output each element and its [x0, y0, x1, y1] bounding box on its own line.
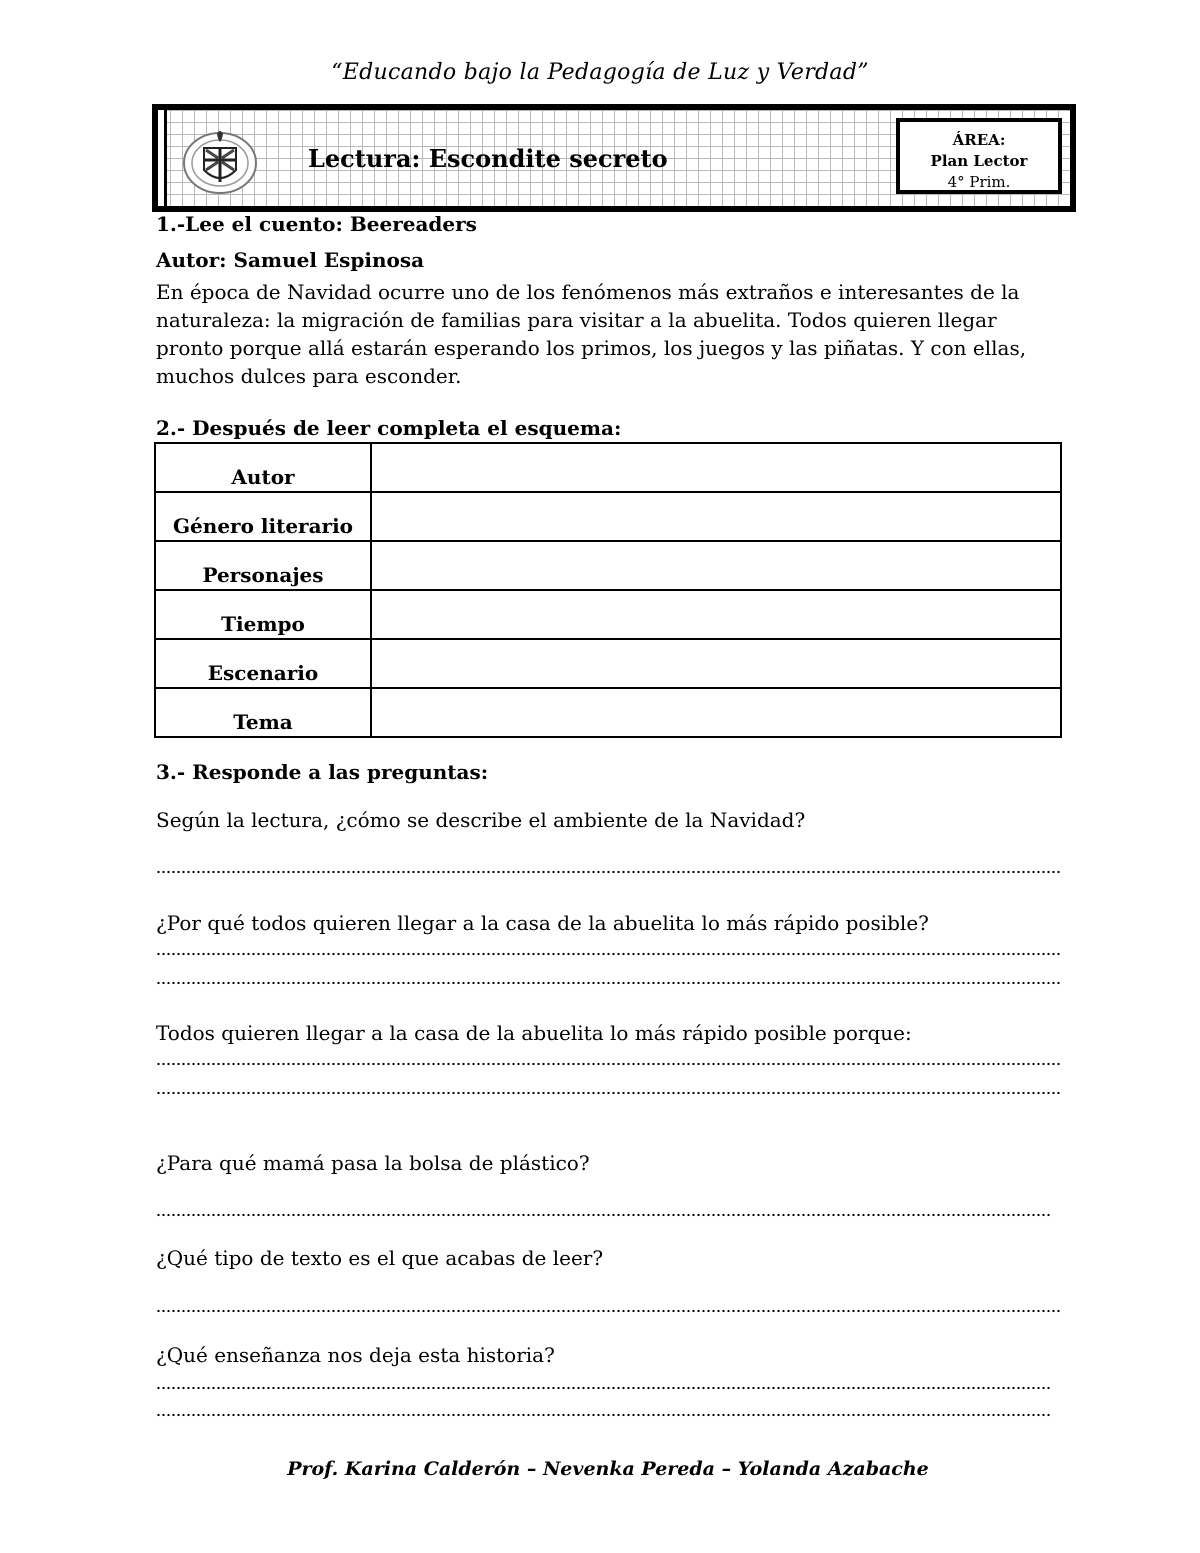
answer-line-3b[interactable] [156, 1091, 1062, 1095]
answer-cell[interactable] [371, 443, 1061, 492]
answer-cell[interactable] [371, 590, 1061, 639]
section-reading [156, 212, 1062, 390]
answer-cell[interactable] [371, 492, 1061, 541]
answer-line-4[interactable] [156, 1213, 1050, 1217]
row-label: Escenario [155, 639, 371, 688]
answer-line-1[interactable] [156, 870, 1062, 874]
row-label: Tema [155, 688, 371, 737]
answer-line-5[interactable] [156, 1309, 1062, 1313]
worksheet-header [152, 104, 1076, 212]
row-label: Autor [155, 443, 371, 492]
table-row [155, 443, 1061, 492]
question-5: ¿Qué tipo de texto es el que acabas de leer? [156, 1246, 604, 1270]
row-label: Género literario [155, 492, 371, 541]
header-border [158, 110, 167, 206]
table-row [155, 590, 1061, 639]
footer-credits: Prof. Karina Calderón – Nevenka Pereda – Yolanda Azabache [287, 1458, 929, 1480]
school-crest-icon [180, 126, 260, 196]
question-6: ¿Qué enseñanza nos deja esta historia? [156, 1343, 555, 1367]
table-row [155, 541, 1061, 590]
area-label: ÁREA: [952, 131, 1006, 149]
section1-heading: 1.-Lee el cuento: Beereaders [156, 212, 477, 236]
school-motto: “Educando bajo la Pedagogía de Luz y Verdad” [331, 60, 869, 85]
table-row [155, 492, 1061, 541]
table-row [155, 639, 1061, 688]
scheme-table [154, 442, 1062, 738]
question-1: Según la lectura, ¿cómo se describe el ambiente de la Navidad? [156, 808, 806, 832]
row-label: Personajes [155, 541, 371, 590]
section2-heading: 2.- Después de leer completa el esquema: [156, 416, 622, 440]
row-label: Tiempo [155, 590, 371, 639]
area-value: Plan Lector [930, 152, 1028, 170]
answer-cell[interactable] [371, 639, 1061, 688]
story-paragraph: En época de Navidad ocurre uno de los fenómenos más extraños e interesantes de la naturaleza: la migración de familias para visitar a la abuelita. Todos quieren llegar pronto porque allá estarán esperando los primos, los juegos y las piñatas. Y con ellas, muchos dulces para esconder. [156, 280, 1027, 388]
answer-line-3a[interactable] [156, 1062, 1062, 1066]
author-line: Autor: Samuel Espinosa [156, 248, 425, 272]
table-row [155, 688, 1061, 737]
answer-line-2a[interactable] [156, 952, 1062, 956]
answer-cell[interactable] [371, 541, 1061, 590]
question-2: ¿Por qué todos quieren llegar a la casa de la abuelita lo más rápido posible? [156, 911, 929, 935]
section3-heading: 3.- Responde a las preguntas: [156, 760, 489, 784]
answer-line-2b[interactable] [156, 981, 1062, 985]
worksheet-title: Lectura: Escondite secreto [308, 144, 668, 173]
question-3: Todos quieren llegar a la casa de la abuelita lo más rápido posible porque: [156, 1021, 912, 1045]
answer-line-6a[interactable] [156, 1386, 1050, 1390]
grade-label: 4° Prim. [947, 173, 1011, 191]
answer-cell[interactable] [371, 688, 1061, 737]
area-box [896, 118, 1062, 194]
question-4: ¿Para qué mamá pasa la bolsa de plástico? [156, 1151, 590, 1175]
answer-line-6b[interactable] [156, 1413, 1050, 1417]
